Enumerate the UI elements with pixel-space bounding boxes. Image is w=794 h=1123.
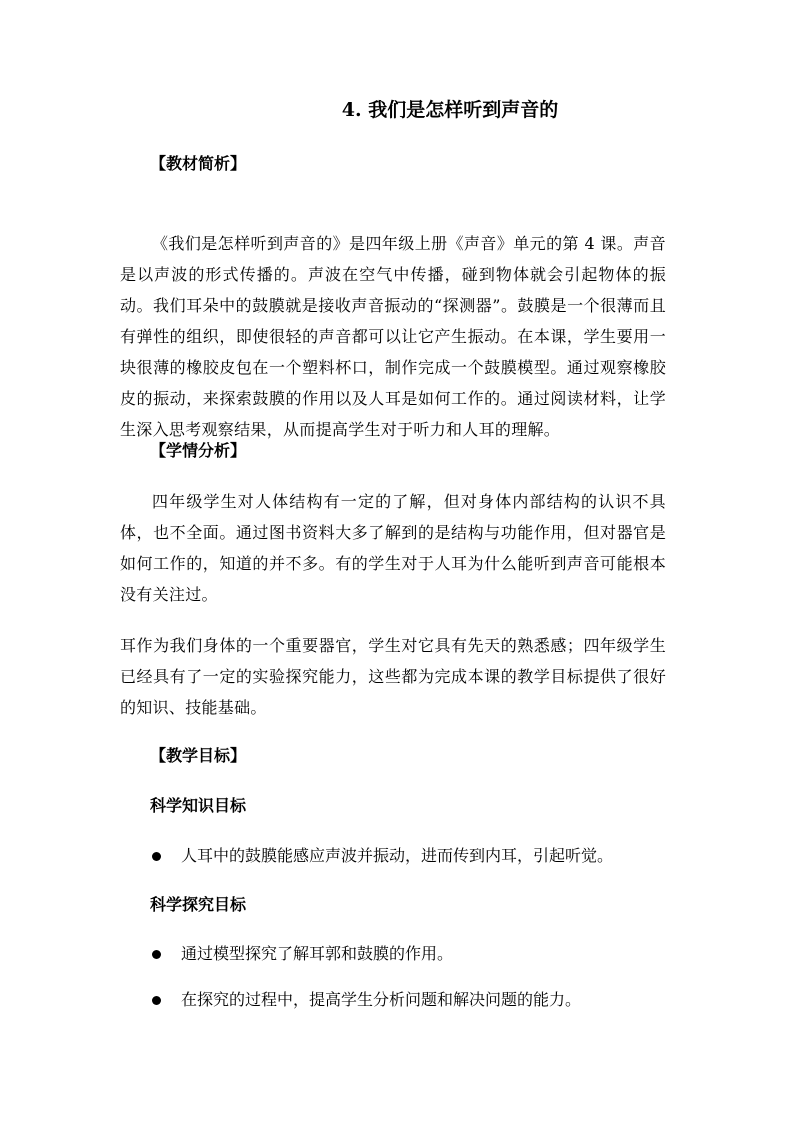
sub-heading-science-inquiry: 科学探究目标 — [150, 895, 247, 914]
paragraph-student-analysis-1: 四年级学生对人体结构有一定的了解，但对身体内部结构的认识不具体，也不全面。通过图书资料大多了解到的是结构与功能作用，但对器官是如何工作的，知道的并不多。有的学生对于人耳为什么能听到声音可能根本没有关注过。 — [120, 492, 666, 604]
section-heading-teaching-goals: 【教学目标】 — [150, 746, 247, 765]
section-heading-student-analysis: 【学情分析】 — [150, 441, 247, 460]
list-item — [152, 844, 672, 868]
list-item — [152, 942, 672, 966]
paragraph-student-analysis-2: 耳作为我们身体的一个重要器官，学生对它具有先天的熟悉感；四年级学生已经具有了一定的实验探究能力，这些都为完成本课的教学目标提供了很好的知识、技能基础。 — [120, 636, 666, 717]
document-title: 4. 我们是怎样听到声音的 — [341, 99, 559, 121]
list-item-text: 通过模型探究了解耳郭和鼓膜的作用。 — [181, 944, 454, 963]
bullet-dot-icon — [152, 996, 161, 1005]
bullet-dot-icon — [152, 852, 161, 861]
list-item-text: 人耳中的鼓膜能感应声波并振动，进而传到内耳，引起听觉。 — [181, 846, 614, 865]
sub-heading-science-knowledge: 科学知识目标 — [150, 796, 247, 815]
list-item — [152, 988, 672, 1012]
bullet-dot-icon — [152, 950, 161, 959]
paragraph-textbook-analysis: 《我们是怎样听到声音的》是四年级上册《声音》单元的第 4 课。声音是以声波的形式传播的。声波在空气中传播，碰到物体就会引起物体的振动。我们耳朵中的鼓膜就是接收声音振动的“探测器”。鼓膜是一个很薄而且有弹性的组织，即使很轻的声音都可以让它产生振动。在本课，学生要用一块很薄的橡胶皮包在一个塑料杯口，制作完成一个鼓膜模型。通过观察橡胶皮的振动，来探索鼓膜的作用以及人耳是如何工作的。通过阅读材料，让学生深入思考观察结果，从而提高学生对于听力和人耳的理解。 — [120, 234, 666, 439]
section-heading-textbook-analysis: 【教材简析】 — [150, 154, 247, 173]
list-item-text: 在探究的过程中，提高学生分析问题和解决问题的能力。 — [181, 990, 582, 1009]
